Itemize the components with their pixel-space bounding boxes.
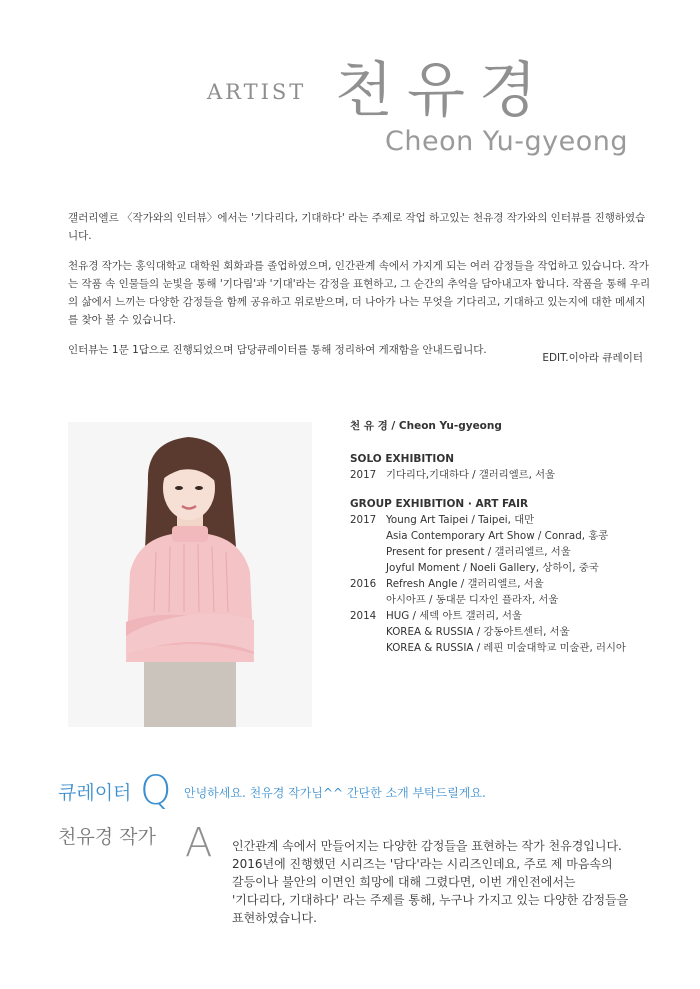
group-exhibition-title: GROUP EXHIBITION · ART FAIR	[350, 498, 529, 510]
answer-line: 인간관계 속에서 만들어지는 다양한 감정들을 표현하는 작가 천유경입니다.	[232, 839, 622, 853]
answer-line: 갈등이나 불안의 이면인 희망에 대해 그렸다면, 이번 개인전에서는	[232, 875, 576, 889]
answer-speaker: 천유경 작가	[58, 826, 156, 848]
intro-paragraph-3: 인터뷰는 1문 1답으로 진행되었으며 담당큐레이터를 통해 정리하여 게재함을 안내드립니다.	[68, 344, 487, 356]
question-speaker: 큐레이터	[58, 782, 132, 804]
exhibition-text: HUG / 세덱 아트 갤러리, 서울	[386, 610, 522, 622]
group-exhibition-row: Asia Contemporary Art Show / Conrad, 홍콩	[386, 530, 609, 542]
artist-biography	[350, 418, 680, 656]
artist-name-korean: 천유경	[335, 56, 551, 126]
intro-paragraph-1: 갤러리엘르 〈작가와의 인터뷰〉에서는 '기다리다, 기대하다' 라는 주제로 작업 하고있는 천유경 작가와의 인터뷰를 진행하였습니다.	[68, 212, 646, 242]
group-exhibition-row: Present for present / 갤러리엘르, 서울	[386, 546, 571, 558]
solo-exhibition-row	[350, 467, 680, 483]
question-letter: Q	[140, 768, 172, 814]
answer-line: 2016년에 진행했던 시리즈는 '담다'라는 시리즈인데요, 주로 제 마음속의	[232, 857, 613, 871]
question-text: 안녕하세요. 천유경 작가님^^ 간단한 소개 부탁드릴게요.	[184, 786, 486, 800]
exhibition-year: 2016	[350, 578, 377, 590]
group-exhibition-row: KOREA & RUSSIA / 레핀 미술대학교 미술관, 러시아	[386, 642, 626, 654]
intro-paragraph-2: 천유경 작가는 홍익대학교 대학원 회화과를 졸업하였으며, 인간관계 속에서 가지게 되는 여러 감정들을 작업하고 있습니다. 작가는 작품 속 인물들의 눈빛을 통해 '기다림'과 '기대'라는 감정을 표현하고, 그 순간의 추억을 담아내고자 합니다. 작품을 통해 우리의 삶에서 느끼는 다양한 감정들을 함께 공유하고 위로받으며, 더 나아가 나는 무엇을 기다리고, 기대하고 있는지에 대한 메세지를 찾아 볼 수 있습니다.	[68, 260, 651, 326]
exhibition-text: 기다리다,기대하다 / 갤러리엘르, 서울	[386, 469, 556, 481]
group-exhibition-row: KOREA & RUSSIA / 강동아트센터, 서울	[386, 626, 570, 638]
exhibition-text: Refresh Angle / 갤러리엘르, 서울	[386, 578, 544, 590]
artist-name-english: Cheon Yu-gyeong	[385, 126, 629, 157]
answer-line: 표현하였습니다.	[232, 911, 317, 925]
group-exhibition-row	[350, 576, 680, 592]
exhibition-text: Young Art Taipei / Taipei, 대만	[386, 514, 535, 526]
portrait-illustration	[68, 422, 312, 727]
answer-line: '기다리다, 기대하다' 라는 주제를 통해, 누구나 가지고 있는 다양한 감정들을	[232, 893, 629, 907]
bio-name-line: 천 유 경 / Cheon Yu-gyeong	[350, 420, 502, 432]
group-exhibition-row	[350, 512, 680, 528]
solo-exhibition-title: SOLO EXHIBITION	[350, 453, 455, 465]
exhibition-year: 2014	[350, 610, 377, 622]
answer-letter: A	[185, 820, 213, 866]
intro-text	[68, 209, 653, 363]
group-exhibition-row	[350, 608, 680, 624]
group-exhibition-row: 아시아프 / 동대문 디자인 플라자, 서울	[386, 594, 559, 606]
group-exhibition-row: Joyful Moment / Noeli Gallery, 상하이, 중국	[386, 562, 599, 574]
artist-portrait-photo	[68, 422, 312, 727]
exhibition-year: 2017	[350, 469, 377, 481]
artist-label: ARTIST	[207, 80, 307, 104]
answer-text	[232, 837, 672, 927]
editor-credit: EDIT.이아라 큐레이터	[542, 352, 643, 364]
exhibition-year: 2017	[350, 514, 377, 526]
